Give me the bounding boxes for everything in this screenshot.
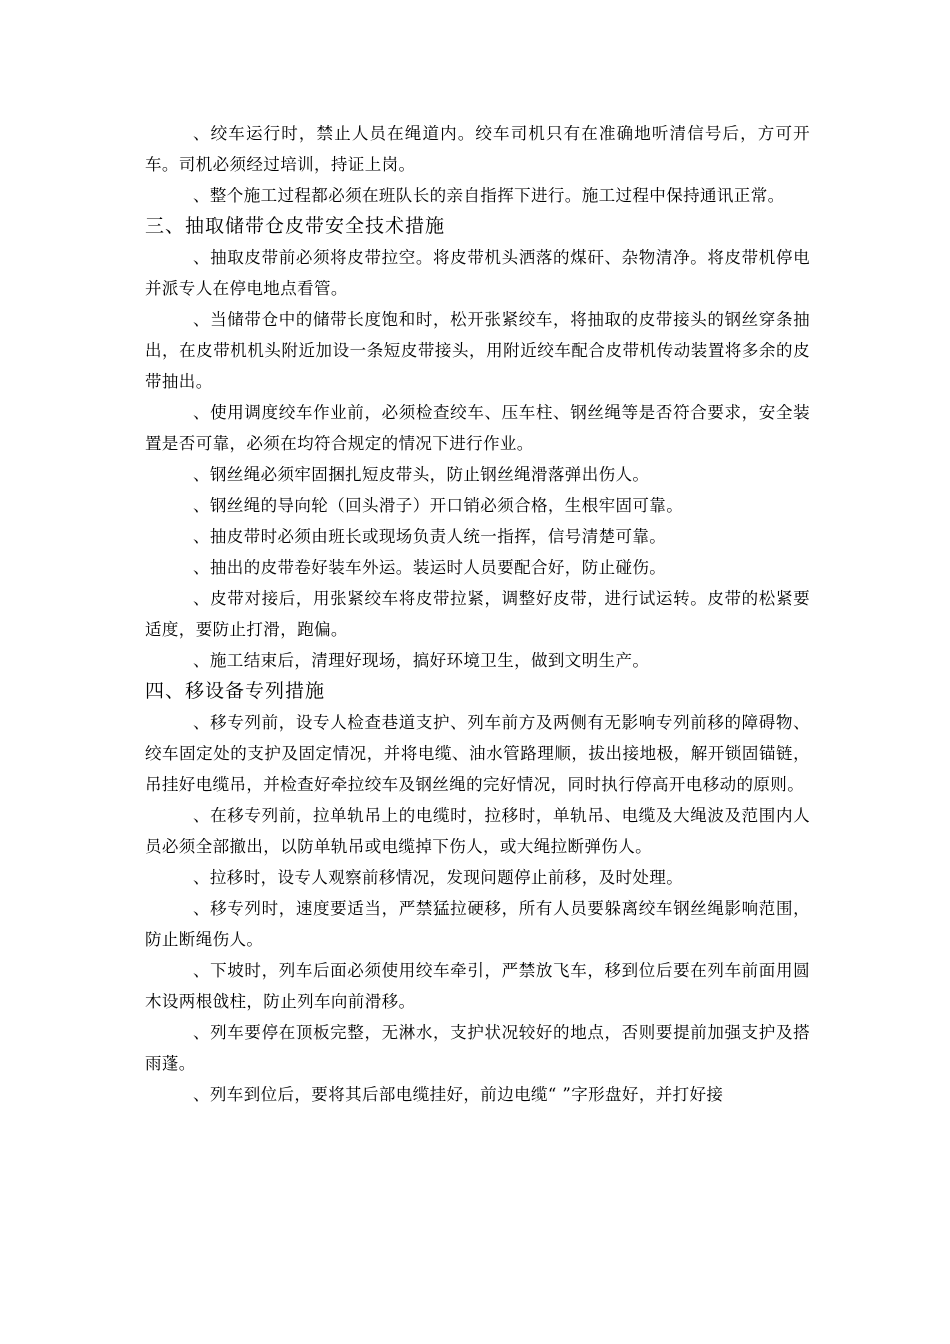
section-move-equipment-train: [145, 676, 810, 1110]
paragraph: 、下坡时，列车后面必须使用绞车牵引，严禁放飞车，移到位后要在列车前面用圆木设两根戗柱，防止列车向前滑移。: [145, 961, 810, 1011]
section-extract-belt: [145, 211, 810, 676]
paragraph: 、当储带仓中的储带长度饱和时，松开张紧绞车，将抽取的皮带接头的钢丝穿条抽出，在皮带机机头附近加设一条短皮带接头，用附近绞车配合皮带机传动装置将多余的皮带抽出。: [145, 310, 810, 391]
paragraph: 、使用调度绞车作业前，必须检查绞车、压车柱、钢丝绳等是否符合要求，安全装置是否可靠，必须在均符合规定的情况下进行作业。: [145, 403, 810, 453]
paragraph: 、抽皮带时必须由班长或现场负责人统一指挥，信号清楚可靠。: [193, 527, 667, 546]
document-body: [145, 118, 810, 1110]
paragraph: 、列车到位后，要将其后部电缆挂好，前边电缆“ ”字形盘好，并打好接: [193, 1085, 724, 1104]
paragraph: 、钢丝绳必须牢固捆扎短皮带头，防止钢丝绳滑落弹出伤人。: [193, 465, 650, 484]
paragraph: 、抽出的皮带卷好装车外运。装运时人员要配合好，防止碰伤。: [193, 558, 667, 577]
paragraph: 、钢丝绳的导向轮（回头滑子）开口销必须合格，生根牢固可靠。: [193, 496, 684, 515]
paragraph: 、绞车运行时，禁止人员在绳道内。绞车司机只有在准确地听清信号后，方可开车。司机必须经过培训，持证上岗。: [145, 124, 810, 174]
paragraph: 、抽取皮带前必须将皮带拉空。将皮带机头洒落的煤矸、杂物清净。将皮带机停电并派专人在停电地点看管。: [145, 248, 810, 298]
section-heading: 四、移设备专列措施: [145, 680, 326, 702]
paragraph: 、移专列时，速度要适当，严禁猛拉硬移，所有人员要躲离绞车钢丝绳影响范围，防止断绳伤人。: [145, 899, 810, 949]
paragraph: 、施工结束后，清理好现场，搞好环境卫生，做到文明生产。: [193, 651, 650, 670]
paragraph: 、皮带对接后，用张紧绞车将皮带拉紧，调整好皮带，进行试运转。皮带的松紧要适度，要防止打滑，跑偏。: [145, 589, 810, 639]
paragraph: 、在移专列前，拉单轨吊上的电缆时，拉移时，单轨吊、电缆及大绳波及范围内人员必须全部撤出，以防单轨吊或电缆掉下伤人，或大绳拉断弹伤人。: [145, 806, 810, 856]
section-intro: [145, 118, 810, 211]
paragraph: 、拉移时，设专人观察前移情况，发现问题停止前移，及时处理。: [193, 868, 684, 887]
paragraph: 、移专列前，设专人检查巷道支护、列车前方及两侧有无影响专列前移的障碍物、绞车固定处的支护及固定情况，并将电缆、油水管路理顺，拔出接地极，解开锁固锚链，吊挂好电缆吊，并检查好牵拉绞车及钢丝绳的完好情况，同时执行停高开电移动的原则。: [145, 713, 810, 794]
paragraph: 、列车要停在顶板完整，无淋水，支护状况较好的地点，否则要提前加强支护及搭雨蓬。: [145, 1023, 810, 1073]
section-heading: 三、抽取储带仓皮带安全技术措施: [145, 215, 446, 237]
paragraph: 、整个施工过程都必须在班队长的亲自指挥下进行。施工过程中保持通讯正常。: [193, 186, 785, 205]
